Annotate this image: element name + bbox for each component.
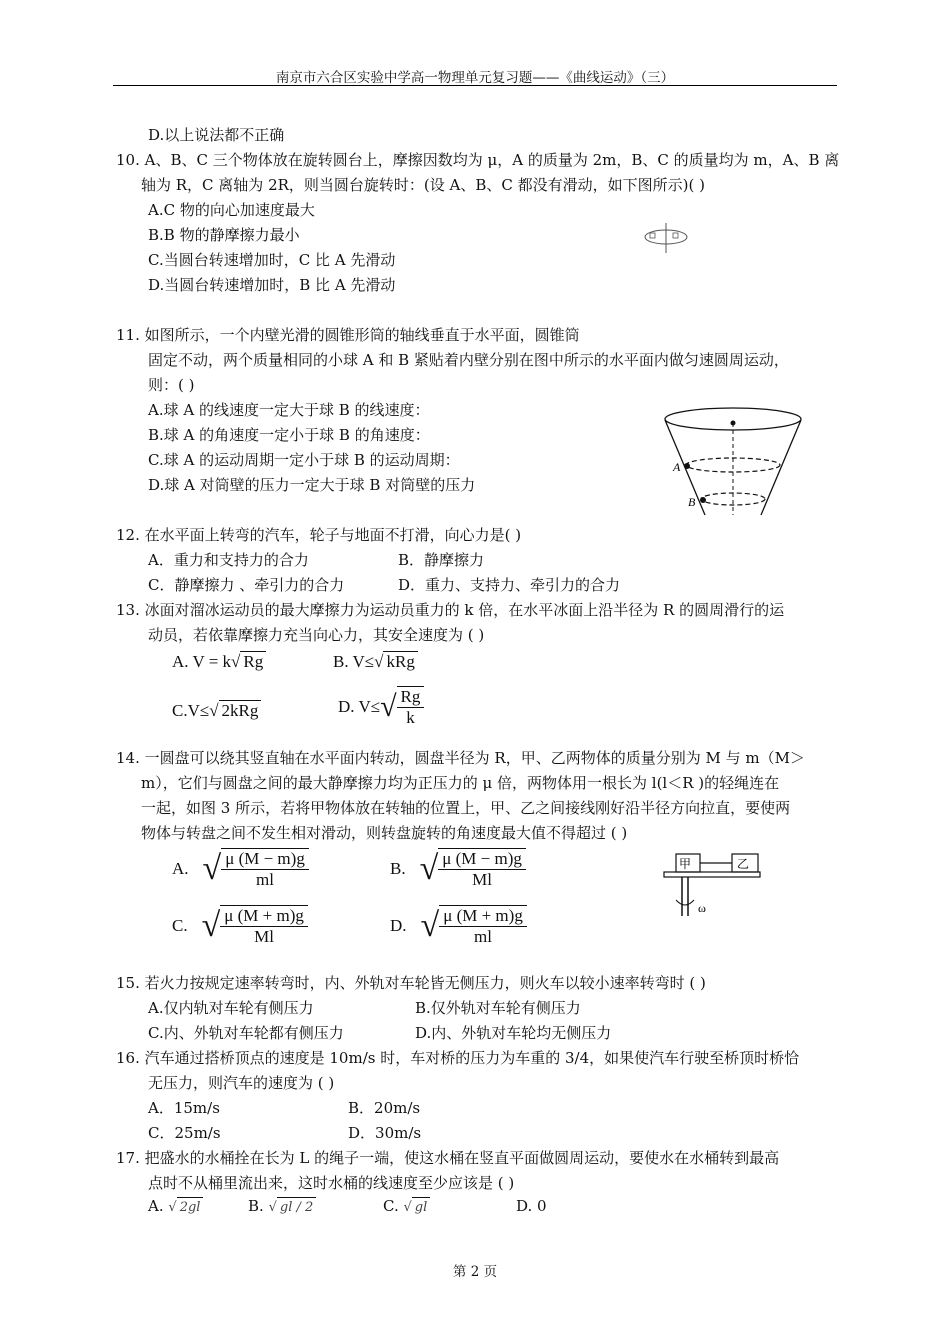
q11-stem-line1: 11. 如图所示，一个内壁光滑的圆锥形筒的轴线垂直于水平面，圆锥筒 <box>116 326 580 344</box>
q13-stem-line1: 13. 冰面对溜冰运动员的最大摩擦力为运动员重力的 k 倍，在水平冰面上沿半径为 R 的圆周滑行的运 <box>116 601 785 619</box>
q17-option-a: A. √ 2gl <box>148 1196 203 1218</box>
q14-fig-label-jia: 甲 <box>679 857 692 871</box>
q14-option-d-label: D. <box>390 916 407 935</box>
q16-option-b: B．20m/s <box>348 1099 421 1117</box>
page-footer: 第 2 页 <box>452 1264 498 1280</box>
q13-option-d: D. V≤√ $\frac{Rg}{k}$ <box>338 686 424 728</box>
q16-stem-line1: 16. 汽车通过搭桥顶点的速度是 10m/s 时，车对桥的压力为车重的 3/4，如果使汽车行驶至桥顶时桥恰 <box>116 1049 800 1067</box>
q11-fig-label-b: B <box>688 495 696 509</box>
q12-option-c: C．静摩擦力 、牵引力的合力 <box>148 576 345 594</box>
q14-option-a-denominator: ml <box>256 870 274 889</box>
q10-option-a: A.C 物的向心加速度最大 <box>148 201 315 219</box>
q17-option-d: D. 0 <box>516 1197 547 1215</box>
q13-option-b: B. V≤√ kRg <box>333 651 418 672</box>
q14-option-b-denominator: Ml <box>472 870 492 889</box>
q11-option-b: B.球 A 的角速度一定小于球 B 的角速度： <box>148 426 430 444</box>
q15-option-d: D.内、外轨对车轮均无侧压力 <box>415 1024 612 1042</box>
q14-option-c-label: C. <box>172 916 188 935</box>
q12-option-d: D．重力、支持力、牵引力的合力 <box>398 576 621 594</box>
q13-stem-line2: 动员，若依靠摩擦力充当向心力，其安全速度为 ( ) <box>148 626 485 644</box>
q17-stem-line1: 17. 把盛水的水桶拴在长为 L 的绳子一端，使这水桶在竖直平面做圆周运动，要使水在水桶转到最高 <box>116 1149 780 1167</box>
q13-option-b-prefix: B. V≤ <box>333 652 375 671</box>
q11-fig-label-a: A <box>673 460 681 474</box>
q16-stem-line2: 无压力，则汽车的速度为 ( ) <box>148 1074 335 1092</box>
q13-option-d-fraction <box>397 686 425 728</box>
q13-option-b-radicand: kRg <box>383 651 417 672</box>
page-header: 南京市六合区实验中学高一物理单元复习题——《曲线运动》（三） <box>275 70 675 86</box>
q14-option-c-denominator: Ml <box>254 927 274 946</box>
q11-option-c: C.球 A 的运动周期一定小于球 B 的运动周期： <box>148 451 460 469</box>
q10-option-c: C.当圆台转速增加时，C 比 A 先滑动 <box>148 251 396 269</box>
q11-stem-line3: 则：( ) <box>148 376 195 394</box>
q13-option-d-denominator: k <box>406 708 415 727</box>
q12-option-b: B．静摩擦力 <box>398 551 485 569</box>
q14-fig-label-omega: ω <box>698 901 706 915</box>
q11-option-a: A.球 A 的线速度一定大于球 B 的线速度： <box>148 401 430 419</box>
q17-stem-line2: 点时不从桶里流出来，这时水桶的线速度至少应该是 ( ) <box>148 1174 515 1192</box>
q10-stem-line2: 轴为 R，C 离轴为 2R，则当圆台旋转时：(设 A、B、C 都没有滑动，如下图所示)( ) <box>141 176 705 194</box>
header-divider <box>113 85 837 86</box>
q13-option-c-prefix: C.V≤ <box>172 701 210 720</box>
q17-option-b-label: B. <box>248 1197 264 1215</box>
q9-option-d: D.以上说法都不正确 <box>148 126 285 144</box>
q11-cone-figure <box>660 405 805 520</box>
q14-stem-line1: 14. 一圆盘可以绕其竖直轴在水平面内转动，圆盘半径为 R，甲、乙两物体的质量分别为 M 与 m（M＞ <box>116 749 805 767</box>
q15-stem: 15. 若火力按规定速率转弯时，内、外轨对车轮皆无侧压力，则火车以较小速率转弯时 ( ) <box>116 974 706 992</box>
q15-option-a: A.仅内轨对车轮有侧压力 <box>148 999 314 1017</box>
q15-option-c: C.内、外轨对车轮都有侧压力 <box>148 1024 344 1042</box>
q13-option-d-prefix: D. V≤ <box>338 697 381 716</box>
q10-option-d: D.当圆台转速增加时，B 比 A 先滑动 <box>148 276 396 294</box>
q17-option-a-label: A. <box>148 1197 164 1215</box>
q14-option-d-denominator: ml <box>474 927 492 946</box>
q16-option-a: A．15m/s <box>148 1099 220 1117</box>
q10-turntable-figure <box>640 220 692 256</box>
q17-option-c-radicand: gl <box>412 1197 430 1218</box>
q14-stem-line4: 物体与转盘之间不发生相对滑动，则转盘旋转的角速度最大值不得超过 ( ) <box>141 824 628 842</box>
q14-disk-figure <box>660 850 770 920</box>
q14-stem-line2: m），它们与圆盘之间的最大静摩擦力均为正压力的 μ 倍，两物体用一根长为 l(l＜R )的轻绳连在 <box>141 774 780 792</box>
q14-fig-label-yi: 乙 <box>737 857 750 871</box>
q13-option-d-numerator: Rg <box>397 687 425 708</box>
q14-option-c: C. √ $\frac{\mu (M + m)g}{Ml}$ <box>172 905 308 947</box>
q12-stem: 12. 在水平面上转弯的汽车，轮子与地面不打滑，向心力是( ) <box>116 526 522 544</box>
q13-option-a: A. V = k√ Rg <box>172 651 266 672</box>
q14-option-b: B. √ $\frac{\mu (M - m)g}{Ml}$ <box>390 848 526 890</box>
q14-option-a-numerator: μ (M − m)g <box>221 849 309 870</box>
q14-stem-line3: 一起，如图 3 所示，若将甲物体放在转轴的位置上，甲、乙之间接线刚好沿半径方向拉直，要使两 <box>141 799 791 817</box>
q10-option-b: B.B 物的静摩擦力最小 <box>148 226 300 244</box>
q16-option-c: C．25m/s <box>148 1124 221 1142</box>
q17-option-c: C. √ gl <box>383 1196 430 1218</box>
q13-option-c: C.V≤√ 2kRg <box>172 700 261 721</box>
q13-option-a-radicand: Rg <box>240 651 266 672</box>
q14-option-b-numerator: μ (M − m)g <box>438 849 526 870</box>
q15-option-b: B.仅外轨对车轮有侧压力 <box>415 999 581 1017</box>
q14-option-a: A. √ $\frac{\mu (M - m)g}{ml}$ <box>172 848 309 890</box>
q13-option-c-radicand: 2kRg <box>219 700 262 721</box>
q17-option-a-radicand: 2gl <box>177 1197 204 1218</box>
q13-option-a-prefix: A. V = k <box>172 652 232 671</box>
q10-stem-line1: 10. A、B、C 三个物体放在旋转圆台上，摩擦因数均为 μ，A 的质量为 2m，B、C 的质量均为 m，A、B 离 <box>116 151 840 169</box>
q14-option-c-numerator: μ (M + m)g <box>220 906 308 927</box>
q17-option-b: B. √ gl / 2 <box>248 1196 316 1218</box>
q12-option-a: A．重力和支持力的合力 <box>148 551 309 569</box>
q16-option-d: D．30m/s <box>348 1124 422 1142</box>
q17-option-c-label: C. <box>383 1197 399 1215</box>
q14-option-b-label: B. <box>390 859 406 878</box>
q11-stem-line2: 固定不动，两个质量相同的小球 A 和 B 紧贴着内壁分别在图中所示的水平面内做匀速圆周运动， <box>148 351 789 369</box>
q11-option-d: D.球 A 对筒壁的压力一定大于球 B 对筒壁的压力 <box>148 476 476 494</box>
q14-option-d: D. √ $\frac{\mu (M + m)g}{ml}$ <box>390 905 527 947</box>
q14-option-d-numerator: μ (M + m)g <box>439 906 527 927</box>
q14-option-a-label: A. <box>172 859 189 878</box>
q17-option-b-radicand: gl / 2 <box>277 1197 316 1218</box>
